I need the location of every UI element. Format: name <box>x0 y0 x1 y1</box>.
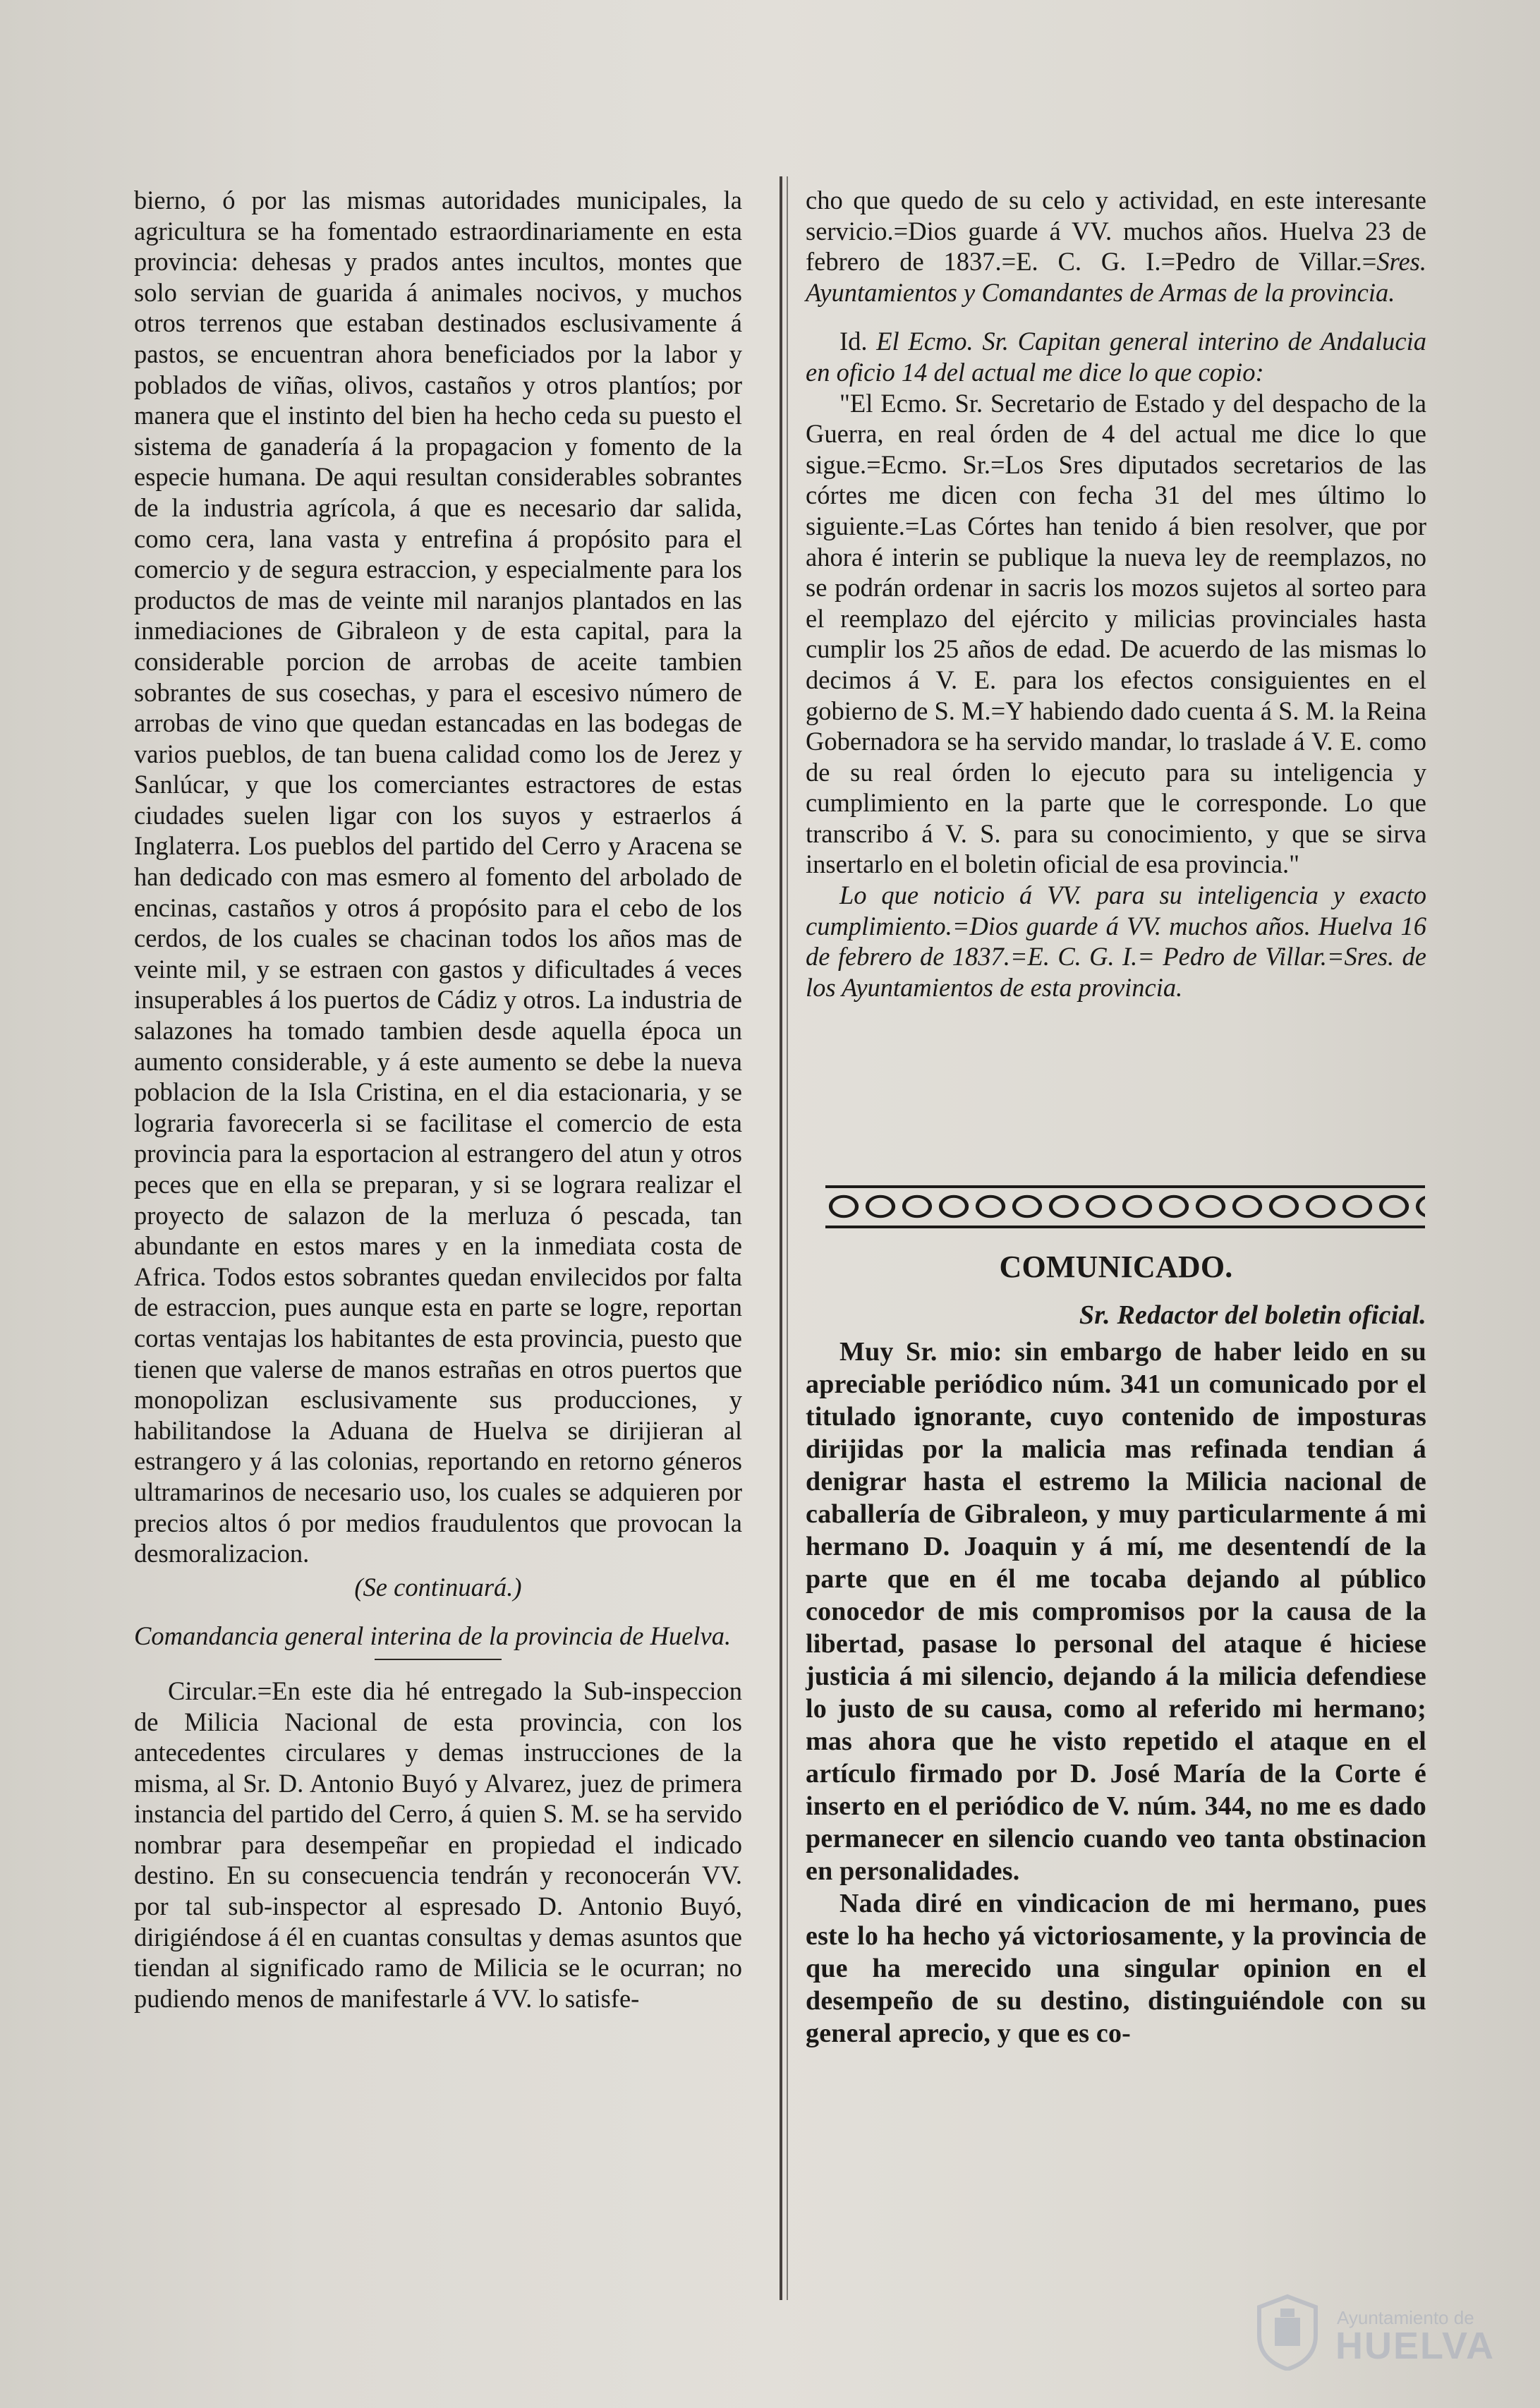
right-column-upper <box>806 185 1426 1003</box>
ornament-rule-bottom <box>825 1226 1425 1228</box>
right-paragraph-3: "El Ecmo. Sr. Secretario de Estado y del despacho de la Guerra, en real órden de 4 del actual me dice lo que sigue.=Ecmo. Sr.=Los Sres diputados secretarios de las córtes me dicen con fecha 31 del mes último lo siguiente.=Las Córtes han tenido á bien resolver, que por ahora é interin se publique la nueva ley de reemplazos, no se podrán ordenar in sacris los mozos sujetos al sorteo para el reemplazo del ejército y milicias provinciales hasta cumplir los 25 años de edad. De acuerdo de las mismas lo decimos á V. E. para los efectos consiguientes en el gobierno de S. M.=Y habiendo dado cuenta á S. M. la Reina Gobernadora se ha servido mandar, lo traslade á V. E. como de su real órden lo ejecuto para su inteligencia y cumplimiento en la parte que le corresponde. Lo que transcribo á V. S. para su conocimiento, y que se sirva insertarlo en el boletin oficial de esa provincia." <box>806 388 1426 879</box>
right-p2-italic: El Ecmo. Sr. Capitan general interino de Andalucia en oficio 14 del actual me dice lo que copio: <box>806 327 1426 387</box>
right-paragraph-4: Lo que noticio á VV. para su inteligencia y exacto cumplimiento.=Dios guarde á VV. muchos años. Huelva 16 de febrero de 1837.=E. C. G. I.= Pedro de Villar.=Sres. de los Ayuntamientos de esta provincia. <box>806 881 1426 1002</box>
decorative-border <box>825 1187 1425 1226</box>
right-column-lower <box>806 1245 1426 2050</box>
left-column <box>134 185 742 2014</box>
continued-note: (Se continuará.) <box>354 1572 522 1602</box>
right-paragraph-2 <box>806 326 1426 387</box>
column-divider-thin <box>787 176 788 2300</box>
left-body-paragraph: bierno, ó por las mismas autoridades municipales, la agricultura se ha fomentado estraordinariamente en esta provincia: dehesas y prados antes incultos, montes que solo servian de guarida á animales nocivos, y muchos otros terrenos que estaban destinados esclusivamente á pastos, se encuentran ahora beneficiados por la labor y poblados de viñas, olivos, castaños y otros plantíos; por manera que el instinto del bien ha hecho ceda su puesto el sistema de ganadería á la propagacion y fomento de la especie humana. De aqui resultan considerables sobrantes de la industria agrícola, á que es necesario dar salida, como cera, lana vasta y entrefina á propósito para el comercio y de segura estraccion, y especialmente para los productos de mas de veinte mil naranjos plantados en las inmediaciones de Gibraleon y de esta capital, para la considerable porcion de arrobas de aceite tambien sobrantes de sus cosechas, y para el escesivo número de arrobas de vino que quedan estancadas en las bodegas de varios pueblos, de tan buena calidad como los de Jerez y Sanlúcar, y que los comerciantes estractores de estas ciudades suelen ligar con los suyos y estraerlos á Inglaterra. Los pueblos del partido del Cerro y Aracena se han dedicado con mas esmero al fomento del arbolado de encinas, castaños y otros á propósito para el cebo de los cerdos, de los cuales se chacinan todos los años mas de veinte mil, y se estraen con gastos y dificultades á veces insuperables á los puertos de Cádiz y otros. La industria de salazones ha tomado tambien desde aquella época un aumento considerable, y á este aumento se debe la nueva poblacion de la Isla Cristina, en el dia estacionaria, y se lograria favorecerla si se facilitase el comercio de esta provincia para la esportacion al estrangero del atun y otros peces que en ella se preparan, y si se lograra realizar el proyecto de salazon de la merluza ó pescada, tan abundante en estos mares y en la inmediata costa de Africa. Todos estos sobrantes quedan envilecidos por falta de estraccion, pues aunque esta en parte se logre, reportan cortas ventajas los habitantes de esta provincia, puesto que tienen que valerse de manos estrañas en otros puertos que monopolizan esclusivamente sus producciones, y habilitandose la Aduana de Huelva se dirijieran al estrangero y á las colonias, reportando en retorno géneros ultramarinos de necesario uso, los cuales se adquieren por precios altos ó por medios fraudulentos que provocan la desmoralizacion. <box>134 186 742 1568</box>
comunicado-heading: COMUNICADO. <box>999 1250 1233 1284</box>
comunicado-paragraph-2: Nada diré en vindicacion de mi hermano, pues este lo ha hecho yá victoriosamente, y la provincia de que ha merecido una singular opinion en el desempeño de su destino, distinguiéndole con su general aprecio, y que es co- <box>806 1889 1426 2048</box>
salutation: Sr. Redactor del boletin oficial. <box>1079 1300 1426 1330</box>
section-title: Comandancia general interina de la provincia de Huelva. <box>134 1621 732 1651</box>
right-p2-lead: Id. <box>839 327 868 356</box>
column-divider <box>780 176 782 2300</box>
huelva-watermark-logo <box>1252 2293 1495 2371</box>
city-shield-icon <box>1252 2293 1323 2371</box>
right-p1-addressee: Sres. Ayuntamientos y Comandantes de Armas de la provincia. <box>806 247 1426 307</box>
section-rule <box>375 1659 502 1660</box>
comunicado-paragraph-1: Muy Sr. mio: sin embargo de haber leido en su apreciable periódico núm. 341 un comunicado por el titulado ignorante, cuyo contenido de imposturas dirijidas por la malicia mas refinada tendian á denigrar hasta el estremo la Milicia nacional de caballería de Gibraleon, y muy particularmente á mi hermano D. Joaquin y á mí, me desentendí de la parte que en él me tocaba dejando al público conocedor de mis compromisos por la causa de la libertad, pasase lo personal del ataque é hiciese justicia á mi silencio, dejando á la milicia defendiese lo justo de su causa, como al referido mi hermano; mas ahora que he visto repetido el ataque en el artículo firmado por D. José María de la Corte é inserto en el periódico de V. núm. 344, no me es dado permanecer en silencio cuando veo tanta obstinacion en personalidades. <box>806 1337 1426 1886</box>
watermark-city: HUELVA <box>1335 2325 1495 2367</box>
right-paragraph-1 <box>806 185 1426 308</box>
right-p1-text: cho que quedo de su celo y actividad, en este interesante servicio.=Dios guarde á VV. muchos años. Huelva 23 de febrero de 1837.=E. C. G. I.=Pedro de Villar.= <box>806 186 1426 277</box>
circular-paragraph: Circular.=En este dia hé entregado la Sub-inspeccion de Milicia Nacional de esta provincia, con los antecedentes circulares y demas instrucciones de la misma, al Sr. D. Antonio Buyó y Alvarez, juez de primera instancia del partido del Cerro, á quien S. M. se ha servido nombrar para desempeñar en propiedad el indicado destino. En su consecuencia tendrán y reconocerán VV. por tal sub-inspector al espresado D. Antonio Buyó, dirigiéndose á él en cuantas consultas y demas asuntos que tiendan al significado ramo de Milicia se le ocurran; no pudiendo menos de manifestarle á VV. lo satisfe- <box>134 1676 742 2013</box>
watermark-ayuntamiento: Ayuntamiento de <box>1337 2307 1474 2328</box>
